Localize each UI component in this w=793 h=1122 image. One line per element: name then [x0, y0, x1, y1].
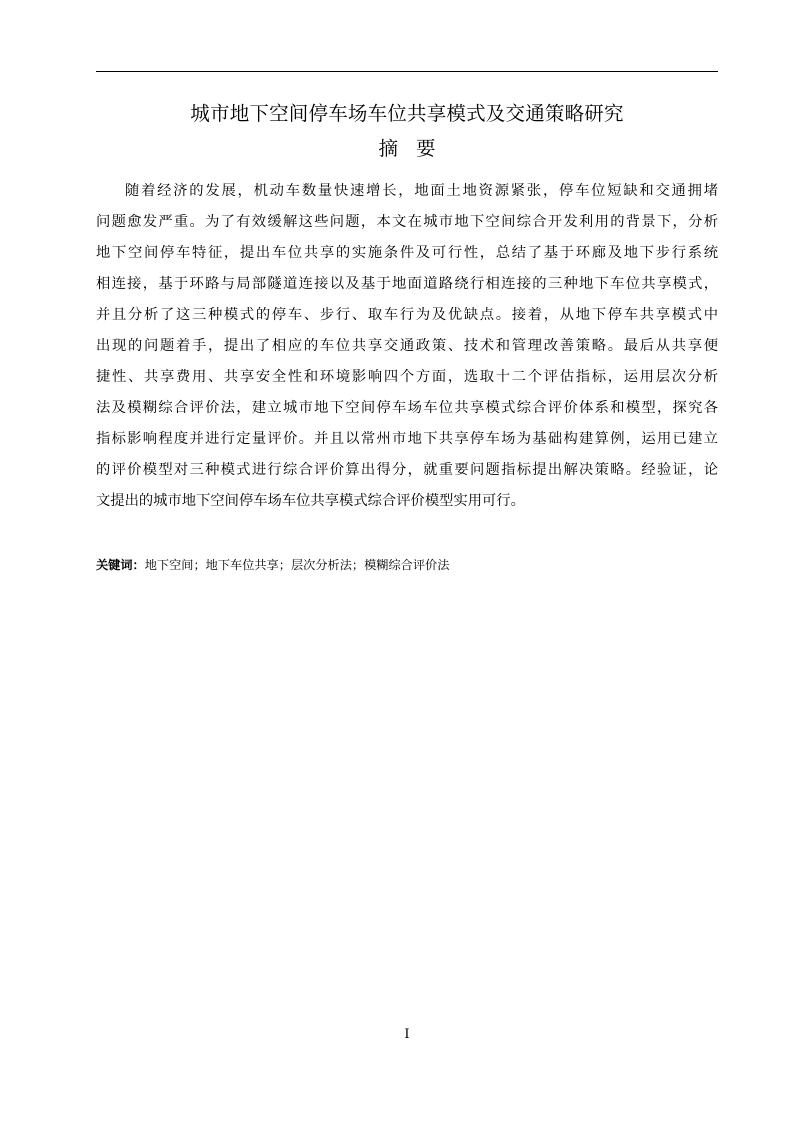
abstract-line: 地下空间停车特征，提出车位共享的实施条件及可行性，总结了基于环廊及地下步行系统 — [96, 245, 718, 261]
abstract-line: 随着经济的发展，机动车数量快速增长，地面土地资源紧张，停车位短缺和交通拥堵 — [125, 183, 718, 199]
abstract-line: 相连接，基于环路与局部隧道连接以及基于地面道路绕行相连接的三种地下车位共享模式， — [96, 276, 718, 292]
abstract-heading-char: 摘 — [378, 137, 398, 160]
abstract-line: 捷性、共享费用、共享安全性和环境影响四个方面，选取十二个评估指标，运用层次分析 — [96, 369, 718, 385]
abstract-line: 并且分析了这三种模式的停车、步行、取车行为及优缺点。接着，从地下停车共享模式中 — [96, 307, 718, 323]
abstract-line: 指标影响程度并进行定量评价。并且以常州市地下共享停车场为基础构建算例，运用已建立 — [96, 431, 718, 447]
abstract-line: 文提出的城市地下空间停车场车位共享模式综合评价模型实用可行。 — [96, 493, 525, 509]
keywords-line — [96, 555, 718, 575]
abstract-heading — [96, 136, 718, 162]
abstract-line: 出现的问题着手，提出了相应的车位共享交通政策、技术和管理改善策略。最后从共享便 — [96, 338, 718, 354]
abstract-body — [96, 176, 718, 517]
header-rule — [96, 71, 718, 72]
keywords-text: 地下空间；地下车位共享；层次分析法；模糊综合评价法 — [144, 558, 450, 572]
abstract-line: 的评价模型对三种模式进行综合评价算出得分，就重要问题指标提出解决策略。经验证，论 — [96, 462, 718, 478]
document-title: 城市地下空间停车场车位共享模式及交通策略研究 — [190, 102, 624, 125]
keywords-label: 关键词： — [96, 558, 145, 572]
page-number: I — [404, 1027, 410, 1042]
abstract-line: 法及模糊综合评价法，建立城市地下空间停车场车位共享模式综合评价体系和模型，探究各 — [96, 400, 718, 416]
abstract-line: 问题愈发严重。为了有效缓解这些问题，本文在城市地下空间综合开发利用的背景下，分析 — [96, 214, 718, 230]
abstract-heading-char: 要 — [416, 137, 436, 160]
